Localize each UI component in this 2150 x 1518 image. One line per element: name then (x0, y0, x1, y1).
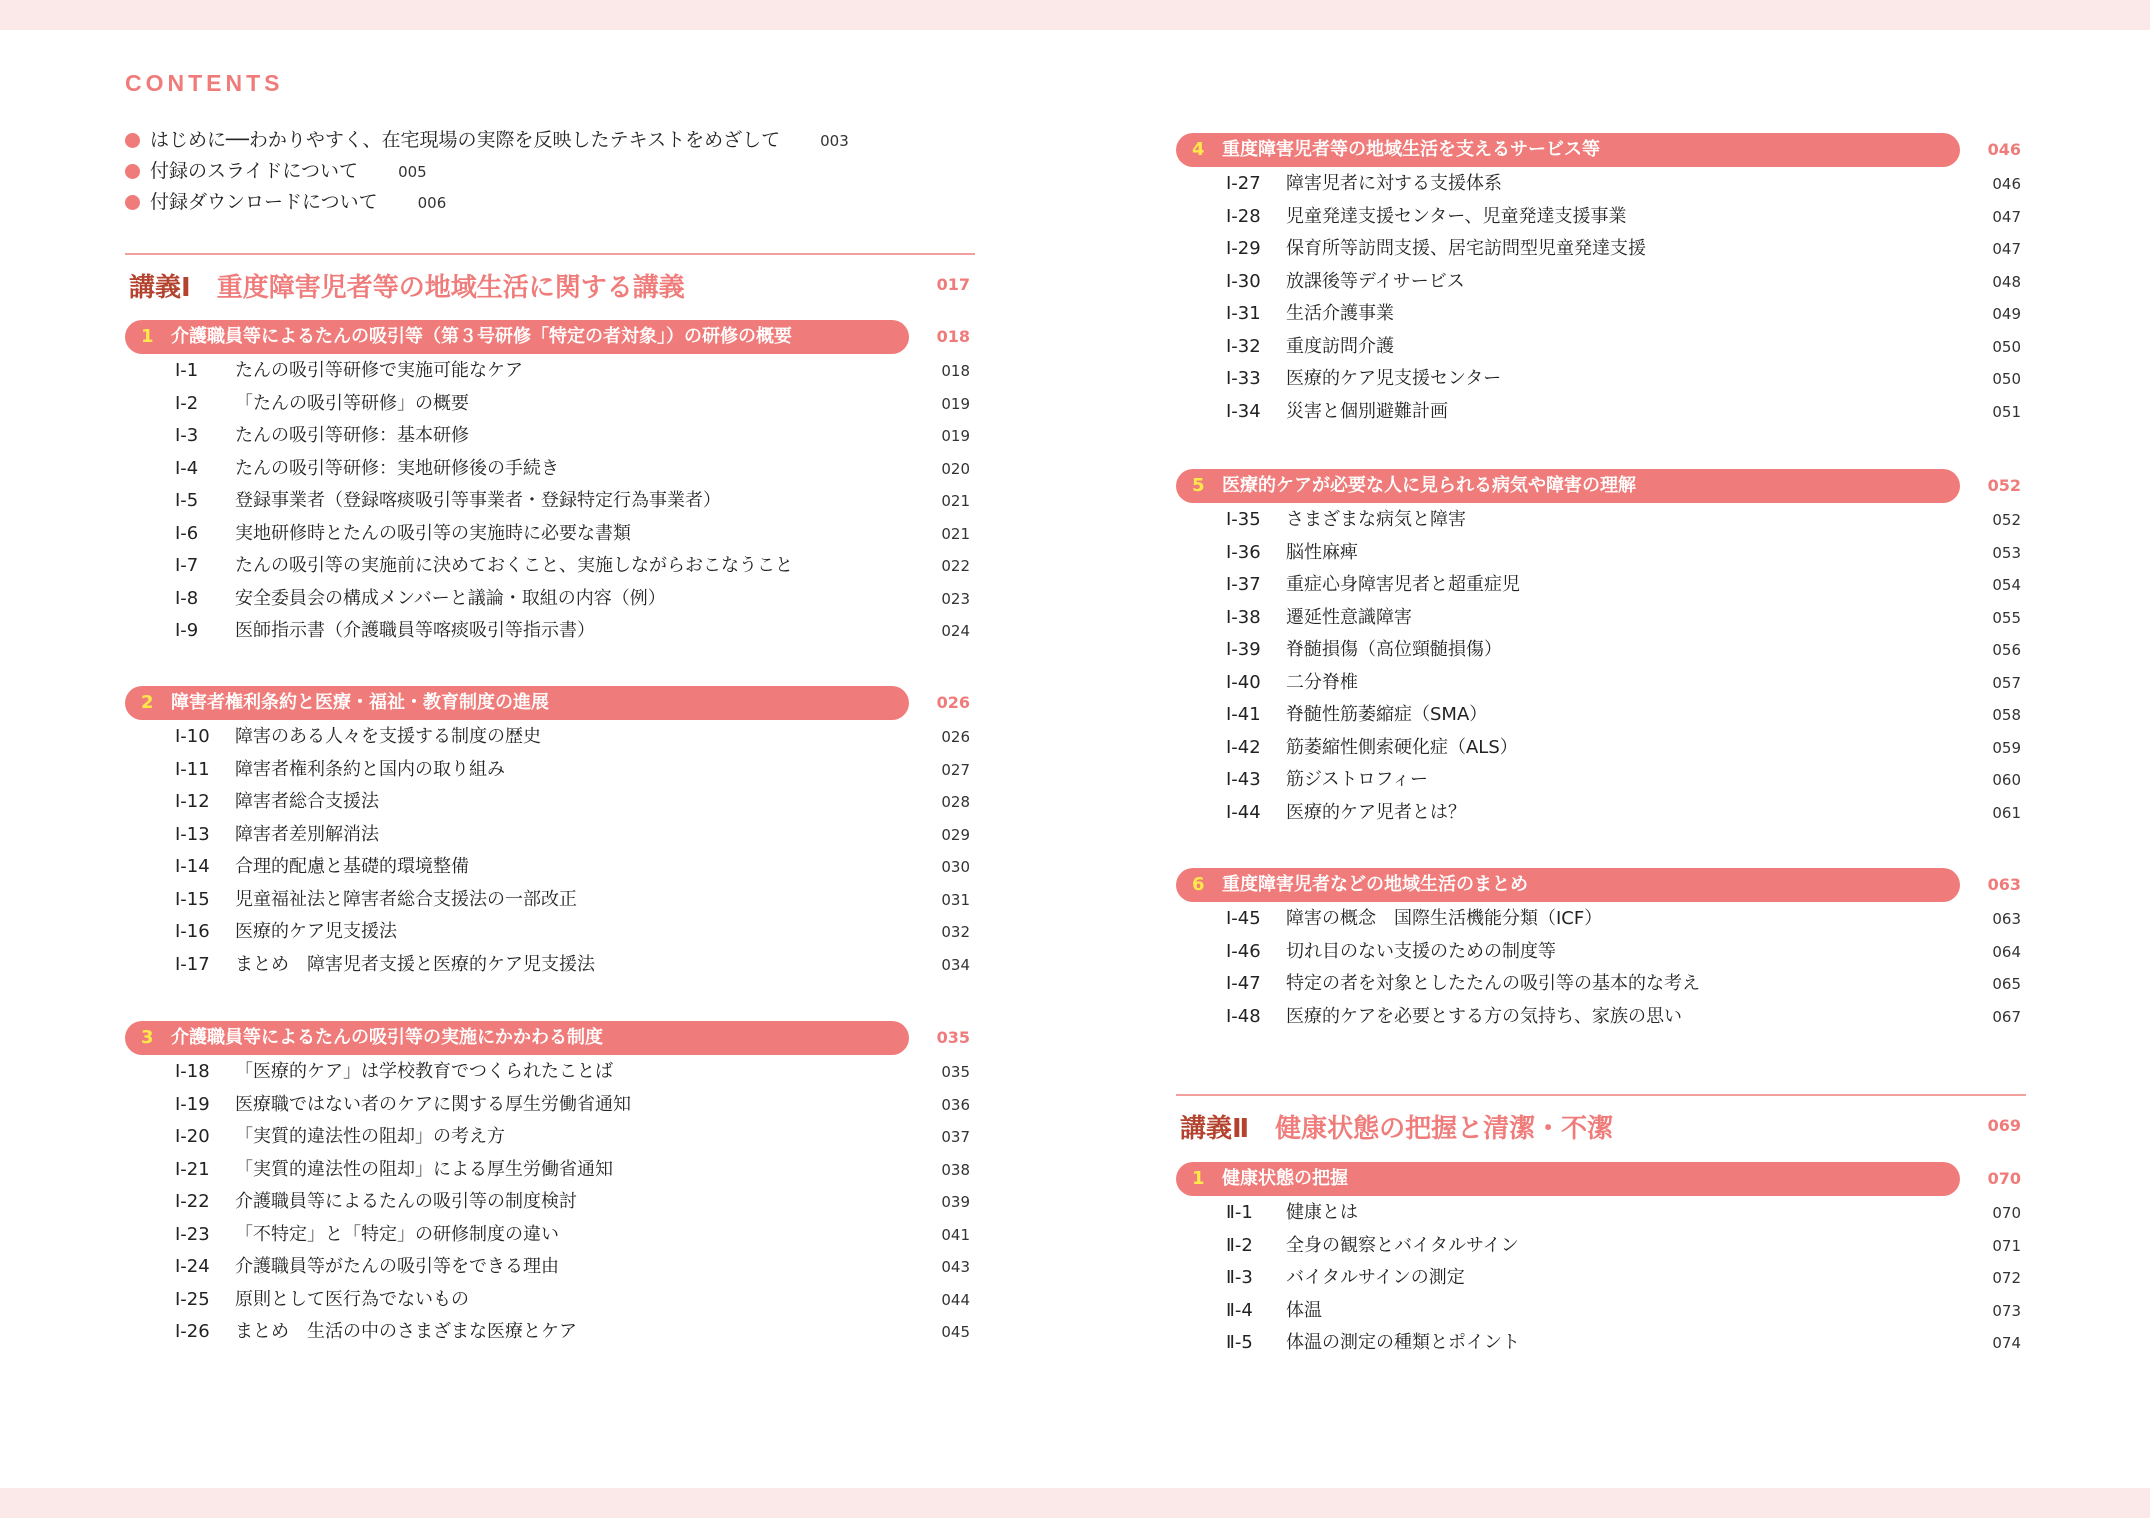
entry-code: Ⅱ-2 (1226, 1234, 1253, 1256)
entry-code: Ⅰ-28 (1226, 205, 1261, 227)
entry-title: 脊髄性筋萎縮症（SMA） (1286, 704, 1488, 725)
entry-code: Ⅰ-2 (175, 392, 199, 414)
entry-page: 058 (1992, 706, 2021, 724)
entry-title: 医療職ではない者のケアに関する厚生労働省通知 (235, 1093, 631, 1115)
lecture-rule (125, 253, 975, 255)
section-number: 4 (1192, 139, 1205, 160)
section-title: 介護職員等によるたんの吸引等（第３号研修「特定の者対象」）の研修の概要 (171, 326, 792, 347)
entry-code: Ⅰ-34 (1226, 400, 1261, 422)
entry-code: Ⅰ-13 (175, 823, 210, 845)
section-number: 2 (141, 692, 154, 713)
toc-entry[interactable] (125, 1121, 975, 1153)
entry-page: 070 (1992, 1204, 2021, 1222)
entry-title: 「たんの吸引等研修」の概要 (235, 392, 469, 414)
toc-entry[interactable] (125, 1089, 975, 1121)
intro-page: 006 (417, 194, 447, 212)
section-title: 重度障害児者等の地域生活を支えるサービス等 (1222, 139, 1600, 160)
section-page: 035 (936, 1028, 970, 1047)
entry-code: Ⅰ-46 (1226, 940, 1261, 962)
entry-page: 043 (941, 1258, 970, 1276)
entry-code: Ⅰ-1 (175, 360, 199, 381)
toc-entry[interactable] (1176, 634, 2026, 666)
entry-code: Ⅰ-31 (1226, 303, 1261, 324)
entry-page: 055 (1992, 608, 2021, 627)
intro-entry[interactable] (125, 187, 446, 217)
toc-entry[interactable] (1176, 1230, 2026, 1262)
entry-title: 合理的配慮と基礎的環境整備 (235, 856, 469, 877)
lecture-page: 069 (1987, 1116, 2021, 1135)
entry-page: 018 (941, 362, 970, 380)
entry-title: 健康とは (1286, 1202, 1358, 1223)
entry-page: 047 (1992, 207, 2021, 226)
entry-title: 「不特定」と「特定」の研修制度の違い (235, 1223, 559, 1245)
toc-entry[interactable] (125, 485, 975, 517)
entry-page: 022 (941, 557, 970, 575)
entry-title: 障害者権利条約と国内の取り組み (235, 758, 505, 780)
entry-title: 登録事業者（登録喀痰吸引等事業者・登録特定行為事業者） (235, 490, 721, 511)
entry-title: たんの吸引等研修：基本研修 (235, 425, 469, 446)
bullet-dot-icon (125, 133, 140, 148)
toc-entry[interactable] (125, 1056, 975, 1088)
entry-code: Ⅰ-22 (175, 1191, 210, 1212)
toc-entry[interactable] (125, 1284, 975, 1316)
toc-entry[interactable] (1176, 1295, 2026, 1327)
entry-page: 020 (941, 459, 970, 478)
entry-title: 「実質的違法性の阻却」の考え方 (235, 1126, 505, 1147)
toc-entry[interactable] (1176, 537, 2026, 569)
section-page: 063 (1987, 875, 2021, 894)
entry-code: Ⅰ-30 (1226, 270, 1261, 292)
entry-title: まとめ 障害児者支援と医療的ケア児支援法 (235, 953, 595, 975)
toc-entry[interactable] (1176, 504, 2026, 536)
entry-page: 039 (941, 1193, 970, 1211)
entry-code: Ⅰ-5 (175, 490, 199, 511)
entry-page: 064 (1992, 942, 2021, 961)
entry-title: 障害の概念 国際生活機能分類（ICF） (1286, 908, 1603, 929)
section-number: 3 (141, 1027, 154, 1048)
entry-title: 医療的ケア児支援法 (235, 921, 397, 942)
bullet-dot-icon (125, 195, 140, 210)
entry-code: Ⅰ-4 (175, 457, 199, 479)
entry-title: 児童発達支援センター、児童発達支援事業 (1286, 205, 1627, 227)
entry-title: 障害のある人々を支援する制度の歴史 (235, 726, 541, 747)
entry-page: 061 (1992, 803, 2021, 822)
section-page: 052 (1987, 476, 2021, 495)
section-number: 6 (1192, 874, 1205, 895)
entry-page: 052 (1992, 511, 2021, 529)
toc-entry[interactable] (1176, 201, 2026, 233)
toc-entry[interactable] (1176, 1001, 2026, 1033)
entry-code: Ⅰ-18 (175, 1061, 210, 1082)
entry-title: 特定の者を対象としたたんの吸引等の基本的な考え (1286, 973, 1700, 994)
entry-title: 児童福祉法と障害者総合支援法の一部改正 (235, 888, 577, 910)
entry-code: Ⅰ-32 (1226, 335, 1261, 357)
entry-page: 072 (1992, 1269, 2021, 1287)
entry-page: 074 (1992, 1334, 2021, 1352)
lecture-title: 重度障害児者等の地域生活に関する講義 (216, 273, 685, 303)
entry-page: 050 (1992, 370, 2021, 388)
entry-code: Ⅰ-19 (175, 1093, 210, 1115)
lecture-label: 講義Ⅰ (129, 273, 191, 303)
entry-code: Ⅰ-8 (175, 587, 199, 609)
toc-entry[interactable] (1176, 396, 2026, 428)
entry-page: 063 (1992, 910, 2021, 928)
entry-title: 筋ジストロフィー (1286, 769, 1429, 790)
entry-title: たんの吸引等研修：実地研修後の手続き (235, 457, 559, 479)
entry-code: Ⅰ-44 (1226, 801, 1261, 823)
toc-entry[interactable] (125, 550, 975, 582)
entry-code: Ⅰ-3 (175, 425, 199, 446)
entry-code: Ⅰ-33 (1226, 368, 1261, 389)
entry-page: 048 (1992, 272, 2021, 291)
entry-page: 045 (941, 1323, 970, 1341)
entry-title: 重症心身障害児者と超重症児 (1286, 574, 1520, 595)
entry-title: 放課後等デイサービス (1286, 270, 1465, 292)
entry-code: Ⅰ-41 (1226, 704, 1261, 725)
toc-entry[interactable] (1176, 168, 2026, 200)
entry-title: たんの吸引等の実施前に決めておくこと、実施しながらおこなうこと (235, 555, 793, 576)
section-title: 重度障害児者などの地域生活のまとめ (1222, 874, 1528, 895)
toc-entry[interactable] (125, 754, 975, 786)
entry-title: 安全委員会の構成メンバーと議論・取組の内容（例） (235, 587, 666, 609)
entry-page: 024 (941, 622, 970, 640)
entry-code: Ⅰ-17 (175, 953, 210, 975)
entry-page: 044 (941, 1290, 970, 1309)
entry-code: Ⅰ-27 (1226, 173, 1261, 194)
entry-page: 056 (1992, 641, 2021, 659)
toc-entry[interactable] (125, 388, 975, 420)
entry-code: Ⅰ-23 (175, 1223, 210, 1245)
entry-page: 027 (941, 760, 970, 779)
toc-entry[interactable] (1176, 233, 2026, 265)
entry-code: Ⅰ-16 (175, 921, 210, 942)
entry-code: Ⅰ-47 (1226, 973, 1261, 994)
entry-code: Ⅰ-15 (175, 888, 210, 910)
entry-title: たんの吸引等研修で実施可能なケア (235, 360, 523, 381)
toc-entry[interactable] (125, 1316, 975, 1348)
toc-entry[interactable] (1176, 331, 2026, 363)
entry-title: 介護職員等によるたんの吸引等の制度検討 (235, 1191, 577, 1212)
section-number: 1 (1192, 1168, 1205, 1189)
entry-title: 保育所等訪問支援、居宅訪問型児童発達支援 (1286, 238, 1646, 259)
entry-code: Ⅰ-36 (1226, 541, 1261, 563)
toc-entry[interactable] (125, 583, 975, 615)
toc-entry[interactable] (125, 1186, 975, 1218)
entry-page: 053 (1992, 543, 2021, 562)
entry-page: 046 (1992, 175, 2021, 193)
entry-page: 049 (1992, 305, 2021, 323)
entry-title: 体温の測定の種類とポイント (1286, 1332, 1520, 1353)
entry-page: 021 (941, 492, 970, 510)
entry-code: Ⅰ-24 (175, 1256, 210, 1277)
entry-page: 029 (941, 825, 970, 844)
section-title: 医療的ケアが必要な人に見られる病気や障害の理解 (1222, 475, 1636, 496)
intro-title: 付録のスライドについて (150, 160, 359, 182)
entry-code: Ⅱ-4 (1226, 1299, 1253, 1321)
entry-title: 遷延性意識障害 (1286, 606, 1412, 628)
entry-page: 057 (1992, 673, 2021, 692)
entry-page: 041 (941, 1225, 970, 1244)
toc-entry[interactable] (1176, 764, 2026, 796)
lecture-label: 講義Ⅱ (1180, 1114, 1250, 1144)
entry-title: 実地研修時とたんの吸引等の実施時に必要な書類 (235, 522, 631, 544)
toc-entry[interactable] (1176, 1262, 2026, 1294)
entry-title: バイタルサインの測定 (1286, 1267, 1465, 1288)
entry-page: 030 (941, 858, 970, 876)
section-page: 018 (936, 327, 970, 346)
intro-entry[interactable] (125, 125, 849, 155)
entry-title: 医療的ケアを必要とする方の気持ち、家族の思い (1286, 1005, 1682, 1027)
lecture-page: 017 (936, 275, 970, 294)
entry-page: 031 (941, 890, 970, 909)
entry-code: Ⅱ-5 (1226, 1332, 1253, 1353)
entry-page: 050 (1992, 337, 2021, 356)
entry-code: Ⅰ-20 (175, 1126, 210, 1147)
toc-entry[interactable] (125, 420, 975, 452)
entry-code: Ⅰ-42 (1226, 736, 1261, 758)
toc-entry[interactable] (1176, 667, 2026, 699)
entry-page: 065 (1992, 975, 2021, 993)
entry-code: Ⅰ-35 (1226, 509, 1261, 530)
entry-title: まとめ 生活の中のさまざまな医療とケア (235, 1321, 577, 1342)
entry-title: 生活介護事業 (1286, 303, 1394, 324)
entry-code: Ⅰ-14 (175, 856, 210, 877)
intro-title: はじめに──わかりやすく、在宅現場の実際を反映したテキストをめざして (150, 129, 781, 151)
entry-page: 019 (941, 427, 970, 445)
toc-entry[interactable] (125, 1154, 975, 1186)
entry-title: 医療的ケア児者とは？ (1286, 801, 1466, 823)
entry-title: 切れ目のない支援のための制度等 (1286, 940, 1556, 962)
entry-page: 026 (941, 728, 970, 746)
entry-title: 障害者差別解消法 (235, 823, 379, 845)
section-title: 介護職員等によるたんの吸引等の実施にかかわる制度 (171, 1027, 603, 1048)
toc-entry[interactable] (1176, 1197, 2026, 1229)
entry-code: Ⅰ-43 (1226, 769, 1261, 790)
entry-page: 051 (1992, 402, 2021, 421)
entry-title: さまざまな病気と障害 (1286, 509, 1466, 530)
entry-page: 038 (941, 1160, 970, 1179)
section-page: 046 (1987, 140, 2021, 159)
entry-title: 筋萎縮性側索硬化症（ALS） (1286, 736, 1518, 758)
entry-code: Ⅰ-26 (175, 1321, 210, 1342)
entry-title: 障害者総合支援法 (235, 791, 379, 812)
entry-code: Ⅰ-48 (1226, 1005, 1261, 1027)
entry-page: 036 (941, 1095, 970, 1114)
entry-title: 介護職員等がたんの吸引等をできる理由 (235, 1256, 559, 1277)
entry-code: Ⅰ-12 (175, 791, 210, 812)
lecture-title: 健康状態の把握と清潔・不潔 (1275, 1114, 1614, 1144)
entry-code: Ⅰ-6 (175, 522, 199, 544)
entry-title: 体温 (1286, 1299, 1322, 1321)
bottom-band (0, 1488, 2150, 1518)
entry-page: 071 (1992, 1236, 2021, 1255)
entry-code: Ⅰ-45 (1226, 908, 1261, 929)
entry-title: 脊髄損傷（高位頸髄損傷） (1286, 639, 1502, 660)
entry-code: Ⅰ-40 (1226, 671, 1261, 693)
entry-page: 054 (1992, 576, 2021, 594)
lecture-rule (1176, 1094, 2026, 1096)
toc-entry[interactable] (1176, 298, 2026, 330)
entry-title: 原則として医行為でないもの (235, 1288, 469, 1310)
entry-code: Ⅰ-7 (175, 555, 199, 576)
toc-entry[interactable] (125, 518, 975, 550)
entry-title: 重度訪問介護 (1286, 335, 1394, 357)
toc-entry[interactable] (125, 949, 975, 981)
entry-page: 067 (1992, 1007, 2021, 1026)
toc-entry[interactable] (125, 786, 975, 818)
toc-entry[interactable] (125, 1251, 975, 1283)
entry-title: 「実質的違法性の阻却」による厚生労働省通知 (235, 1158, 613, 1180)
entry-code: Ⅰ-37 (1226, 574, 1261, 595)
toc-entry[interactable] (125, 884, 975, 916)
toc-entry[interactable] (1176, 936, 2026, 968)
entry-code: Ⅰ-9 (175, 620, 199, 641)
intro-title: 付録ダウンロードについて (150, 191, 378, 213)
entry-code: Ⅰ-10 (175, 726, 210, 747)
entry-page: 028 (941, 793, 970, 811)
top-band (0, 0, 2150, 30)
entry-title: 全身の観察とバイタルサイン (1286, 1234, 1519, 1256)
intro-page: 003 (820, 132, 849, 150)
entry-page: 023 (941, 589, 970, 608)
toc-entry[interactable] (1176, 797, 2026, 829)
entry-page: 060 (1992, 771, 2021, 789)
entry-code: Ⅰ-39 (1226, 639, 1261, 660)
entry-code: Ⅰ-25 (175, 1288, 210, 1310)
section-title: 健康状態の把握 (1222, 1168, 1348, 1189)
section-page: 070 (1987, 1169, 2021, 1188)
entry-title: 医師指示書（介護職員等喀痰吸引等指示書） (235, 620, 595, 641)
entry-title: 「医療的ケア」は学校教育でつくられたことば (235, 1061, 613, 1082)
entry-page: 073 (1992, 1301, 2021, 1320)
section-page: 026 (936, 693, 970, 712)
toc-entry[interactable] (1176, 699, 2026, 731)
section-number: 1 (141, 326, 154, 347)
entry-page: 021 (941, 524, 970, 543)
entry-title: 二分脊椎 (1286, 671, 1358, 693)
entry-code: Ⅱ-1 (1226, 1202, 1253, 1223)
entry-code: Ⅱ-3 (1226, 1267, 1253, 1288)
entry-code: Ⅰ-29 (1226, 238, 1261, 259)
entry-page: 037 (941, 1128, 970, 1146)
toc-entry[interactable] (1176, 903, 2026, 935)
entry-page: 019 (941, 394, 970, 413)
section-number: 5 (1192, 475, 1205, 496)
section-title: 障害者権利条約と医療・福祉・教育制度の進展 (171, 692, 549, 713)
entry-code: Ⅰ-38 (1226, 606, 1261, 628)
toc-entry[interactable] (125, 1219, 975, 1251)
entry-page: 047 (1992, 240, 2021, 258)
toc-entry[interactable] (125, 819, 975, 851)
entry-title: 災害と個別避難計画 (1286, 400, 1448, 422)
toc-entry[interactable] (125, 453, 975, 485)
bullet-dot-icon (125, 164, 140, 179)
entry-code: Ⅰ-21 (175, 1158, 210, 1180)
toc-entry[interactable] (125, 355, 975, 387)
toc-entry[interactable] (1176, 266, 2026, 298)
entry-title: 脳性麻痺 (1286, 541, 1358, 563)
entry-page: 035 (941, 1063, 970, 1081)
entry-page: 034 (941, 955, 970, 974)
entry-title: 医療的ケア児支援センター (1286, 368, 1502, 389)
intro-entry[interactable] (125, 156, 427, 186)
entry-title: 障害児者に対する支援体系 (1286, 173, 1502, 194)
toc-entry[interactable] (125, 721, 975, 753)
toc-entry[interactable] (1176, 569, 2026, 601)
contents-heading: CONTENTS (125, 70, 284, 96)
intro-page: 005 (398, 163, 427, 181)
entry-page: 059 (1992, 738, 2021, 757)
toc-entry[interactable] (1176, 602, 2026, 634)
toc-entry[interactable] (125, 916, 975, 948)
toc-entry[interactable] (125, 851, 975, 883)
toc-entry[interactable] (1176, 968, 2026, 1000)
entry-code: Ⅰ-11 (175, 758, 210, 780)
entry-page: 032 (941, 923, 970, 941)
toc-entry[interactable] (1176, 1327, 2026, 1359)
toc-entry[interactable] (1176, 363, 2026, 395)
toc-entry[interactable] (125, 615, 975, 647)
toc-entry[interactable] (1176, 732, 2026, 764)
